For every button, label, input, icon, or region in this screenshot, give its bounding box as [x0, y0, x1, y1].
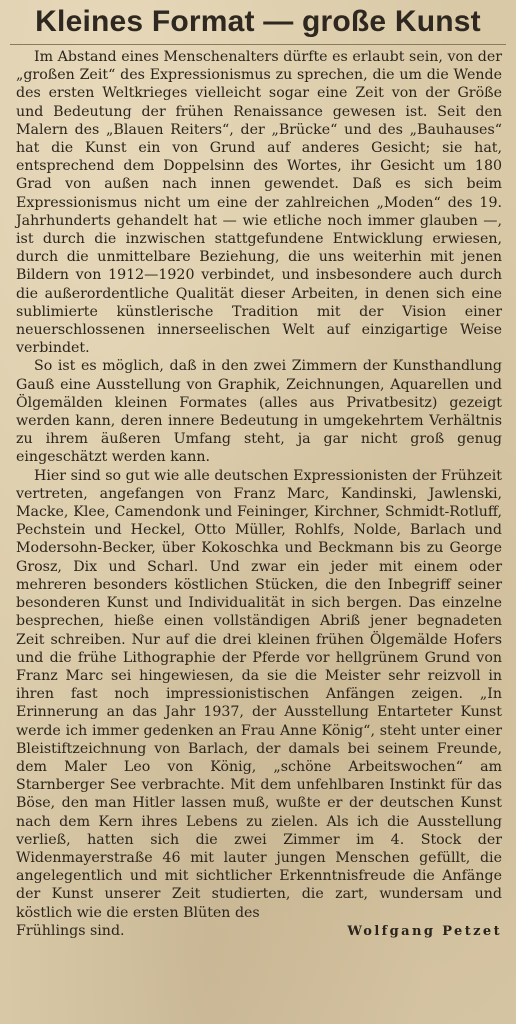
newspaper-clipping — [6, 0, 510, 1020]
closing-line — [16, 922, 502, 941]
article-body — [16, 48, 502, 941]
closing-text: Frühlings sind. — [16, 922, 125, 939]
article-paragraph-1: Im Abstand eines Menschenalters dürfte es erlaubt sein, von der „großen Zeit“ des Expressionismus zu sprechen, die um die Wende des ersten Weltkrieges vielleicht sogar eine Zeit von der Größe und Bedeutung der frühen Renaissance gewesen ist. Seit den Malern des „Blauen Reiters“, der „Brücke“ und des „Bauhauses“ hat die Kunst ein von Grund auf anderes Gesicht; sie hat, entsprechend dem Doppelsinn des Wortes, ihr Gesicht um 180 Grad von außen nach innen gewendet. Daß es sich beim Expressionismus nicht um eine der zahlreichen „Moden“ des 19. Jahrhunderts gehandelt hat — wie etliche noch immer glauben —, ist durch die inzwischen stattgefundene Entwicklung erwiesen, durch die unmittelbare Beziehung, die uns weiterhin mit jenen Bildern von 1912—1920 verbindet, und insbesondere auch durch die außerordentliche Qualität dieser Arbeiten, in denen sich eine sublimierte künstlerische Tradition mit der Vision einer neuerschlossenen innerseelischen Welt auf einzigartige Weise verbindet. — [16, 49, 502, 357]
author-byline: Wolfgang Petzet — [347, 923, 502, 939]
article-paragraph-3: Hier sind so gut wie alle deutschen Expressionisten der Frühzeit vertreten, angefangen von Franz Marc, Kandinski, Jawlenski, Macke, Klee, Camendonk und Feininger, Kirchner, Schmidt-Rotluff, Pechstein und Heckel, Otto Müller, Rohlfs, Nolde, Barlach und Modersohn-Becker, über Kokoschka und Beckmann bis zu George Grosz, Dix und Scharl. Und zwar ein jeder mit einem oder mehreren besonders köstlichen Stücken, die den Inbegriff seiner besonderen Kunst und Individualität in sich bergen. Das einzelne besprechen, hieße einen vollständigen Abriß jener begnadeten Zeit schreiben. Nur auf die drei kleinen frühen Ölgemälde Hofers und die frühe Lithographie der Pferde vor hellgrünem Grund von Franz Marc sei hingewiesen, da sie die Meister sehr reizvoll in ihren fast noch impressionistischen Anfängen zeigen. „In Erinnerung an das Jahr 1937, der Ausstellung Entarteter Kunst werde ich immer gedenken an Frau Anne König“, steht unter einer Bleistiftzeichnung von Barlach, der damals bei seinem Freunde, dem Maler Leo von König, „schöne Arbeitswochen“ am Starnberger See verbrachte. Mit dem unfehlbaren Instinkt für das Böse, den man Hitler lassen muß, wußte er der deutschen Kunst nach dem Kern ihres Lebens zu zielen. Als ich die Ausstellung verließ, hatten sich die zwei Zimmer im 4. Stock der Widenmayerstraße 46 mit lauter jungen Menschen gefüllt, die angelegentlich und mit sichtlicher Erkenntnisfreude die Anfänge der Kunst unserer Zeit studierten, die zart, wundersam und köstlich wie die ersten Blüten des — [16, 467, 502, 921]
article-paragraph-2: So ist es möglich, daß in den zwei Zimmern der Kunsthandlung Gauß eine Ausstellung von Graphik, Zeichnungen, Aquarellen und Ölgemälden kleinen Formates (alles aus Privatbesitz) gezeigt werden kann, deren innere Bedeutung in umgekehrtem Verhältnis zu ihrem äußeren Umfang steht, ja gar nicht groß genug eingeschätzt werden kann. — [16, 358, 502, 466]
headline-divider — [10, 44, 506, 45]
article-headline: Kleines Format — große Kunst — [35, 5, 481, 38]
